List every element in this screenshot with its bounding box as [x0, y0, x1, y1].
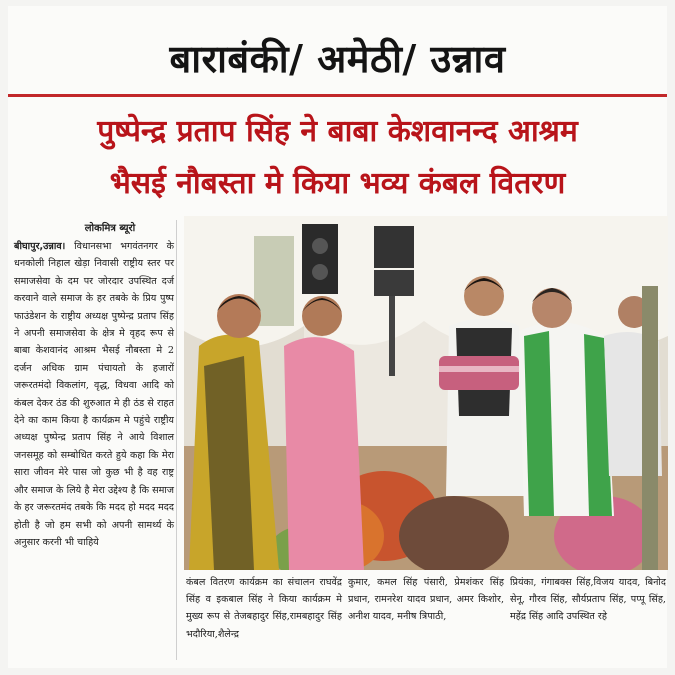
- dateline: बीघापुर,उन्नाव।: [14, 241, 66, 252]
- photo-illustration: [184, 216, 668, 570]
- event-photo: [184, 216, 668, 570]
- section-header: बाराबंकी/ अमेठी/ उन्नाव: [169, 37, 506, 81]
- bottom-column-1: कंबल वितरण कार्यक्रम का संचालन राघवेंद्र सिंह व इकबाल सिंह ने किया कार्यक्रम मे मुख्य रूप से तेजबहादुर सिंह,रामबहादुर सिंह भदौरिया,शैलेन्द्र: [186, 577, 342, 640]
- headline-line-2: भैसई नौबस्ता मे किया भव्य कंबल वितरण: [109, 166, 566, 201]
- byline: लोकमित्र ब्यूरो: [84, 223, 136, 234]
- article-body: [14, 238, 174, 551]
- bottom-column-2: कुमार, कमल सिंह पंसारी, प्रेमशंकर सिंह प्रधान, रामनरेश यादव प्रधान, अमर किशोर, अनीश यादव, मनीष त्रिपाठी,: [348, 577, 504, 623]
- headline: [16, 106, 659, 210]
- article-text: विधानसभा भगवंतनगर के धनकोली निहाल खेड़ा निवासी राष्ट्रीय स्तर पर समाजसेवा के दम पर जोरदार उपस्थित दर्ज करवाने वाले समाज के हर तबके के प्रिय पुष्प फाउंडेशन के राष्ट्रीय अध्यक्ष पुष्पेन्द्र प्रताप सिंह ने अपनी समाजसेवा के क्षेत्र मे वृहद रूप से बाबा केशवानंद आश्रम भैसई नौबस्ता मे 2 दर्जन अधिक ग्राम पंचायतो के हजारों जरूरतमंदो विकलांग, वृद्ध, विधवा आदि को कंबल देकर ठंड की शुरुआत मे ही ठंड से राहत देने का काम किया है कार्यक्रम मे पहुंचे राष्ट्रीय अध्यक्ष पुष्पेन्द्र प्रताप सिंह ने आये विशाल जनसमूह को सम्बोधित करते हुये कहा कि मेरा सारा जीवन मेरे पास जो कुछ भी है वह राष्ट्र और समाज के लिये है मेरा उद्देश्य है कि समाज के हर जरूरतमंद तबके कि मदद हो मदद मदद होती है जो हम सभी को अपनी सामर्थ्य के अनुसार करनी भी चाहिये: [14, 241, 174, 548]
- bottom-column-3: प्रियंका, गंगाबक्स सिंह,विजय यादव, बिनोद सेनू, गौरव सिंह, सौर्यप्रताप सिंह, पप्पू सिंह, महेंद्र सिंह आदि उपस्थित रहे: [510, 577, 666, 623]
- bottom-columns: [184, 574, 668, 664]
- column-divider: [176, 220, 177, 660]
- header-rule: [8, 94, 667, 97]
- headline-line-1: पुष्पेन्द्र प्रताप सिंह ने बाबा केशवानन्द आश्रम: [97, 114, 578, 149]
